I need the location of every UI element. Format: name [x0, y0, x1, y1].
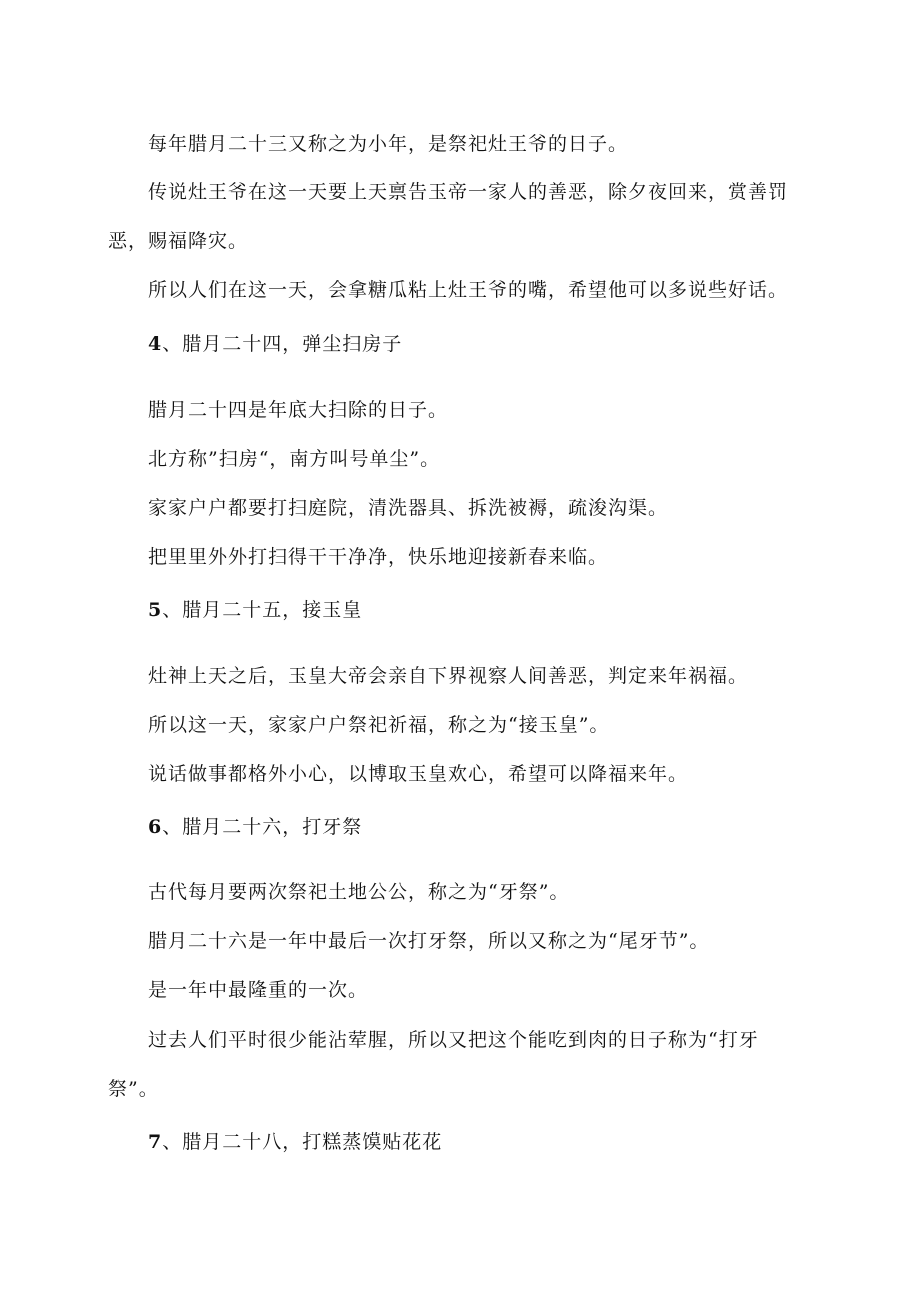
paragraph-line: 祭”。 [108, 1078, 159, 1100]
section-number: 6 [148, 816, 163, 838]
paragraph-line: 过去人们平时很少能沾荤腥，所以又把这个能吃到肉的日子称为“打牙 [148, 1029, 759, 1051]
section-number: 7 [148, 1131, 163, 1153]
paragraph-line: 是一年中最隆重的一次。 [148, 979, 369, 1001]
paragraph-line: 说话做事都格外小心，以博取玉皇欢心，希望可以降福来年。 [148, 763, 689, 785]
paragraph-line: 恶，赐福降灾。 [108, 230, 249, 252]
paragraph-line: 每年腊月二十三又称之为小年，是祭祀灶王爷的日子。 [148, 133, 629, 155]
section-title: 、腊月二十六，打牙祭 [162, 816, 363, 838]
section-number: 4 [148, 333, 163, 355]
paragraph-line: 古代每月要两次祭祀土地公公，称之为“牙祭”。 [148, 881, 570, 903]
paragraph-line: 所以人们在这一天，会拿糖瓜粘上灶王爷的嘴，希望他可以多说些好话。 [148, 279, 789, 301]
section-heading-6 [148, 815, 362, 839]
paragraph-line: 把里里外外打扫得干干净净，快乐地迎接新春来临。 [148, 546, 609, 568]
paragraph-line: 传说灶王爷在这一天要上天禀告玉帝一家人的善恶，除夕夜回来，赏善罚 [148, 181, 789, 203]
section-heading-7 [148, 1130, 442, 1154]
section-heading-5 [148, 598, 362, 622]
section-number: 5 [148, 599, 163, 621]
section-title: 、腊月二十五，接玉皇 [162, 599, 363, 621]
paragraph-line: 腊月二十六是一年中最后一次打牙祭，所以又称之为“尾牙节”。 [148, 930, 710, 952]
section-title: 、腊月二十四，弹尘扫房子 [162, 333, 403, 355]
paragraph-line: 腊月二十四是年底大扫除的日子。 [148, 399, 449, 421]
paragraph-line: 家家户户都要打扫庭院，清洗器具、拆洗被褥，疏浚沟渠。 [148, 497, 669, 519]
paragraph-line: 北方称”扫房“，南方叫号单尘”。 [148, 448, 441, 470]
paragraph-line: 灶神上天之后，玉皇大帝会亲自下界视察人间善恶，判定来年祸福。 [148, 665, 749, 687]
section-title: 、腊月二十八，打糕蒸馍贴花花 [162, 1131, 443, 1153]
section-heading-4 [148, 332, 402, 356]
paragraph-line: 所以这一天，家家户户祭祀祈福，称之为“接玉皇”。 [148, 714, 610, 736]
